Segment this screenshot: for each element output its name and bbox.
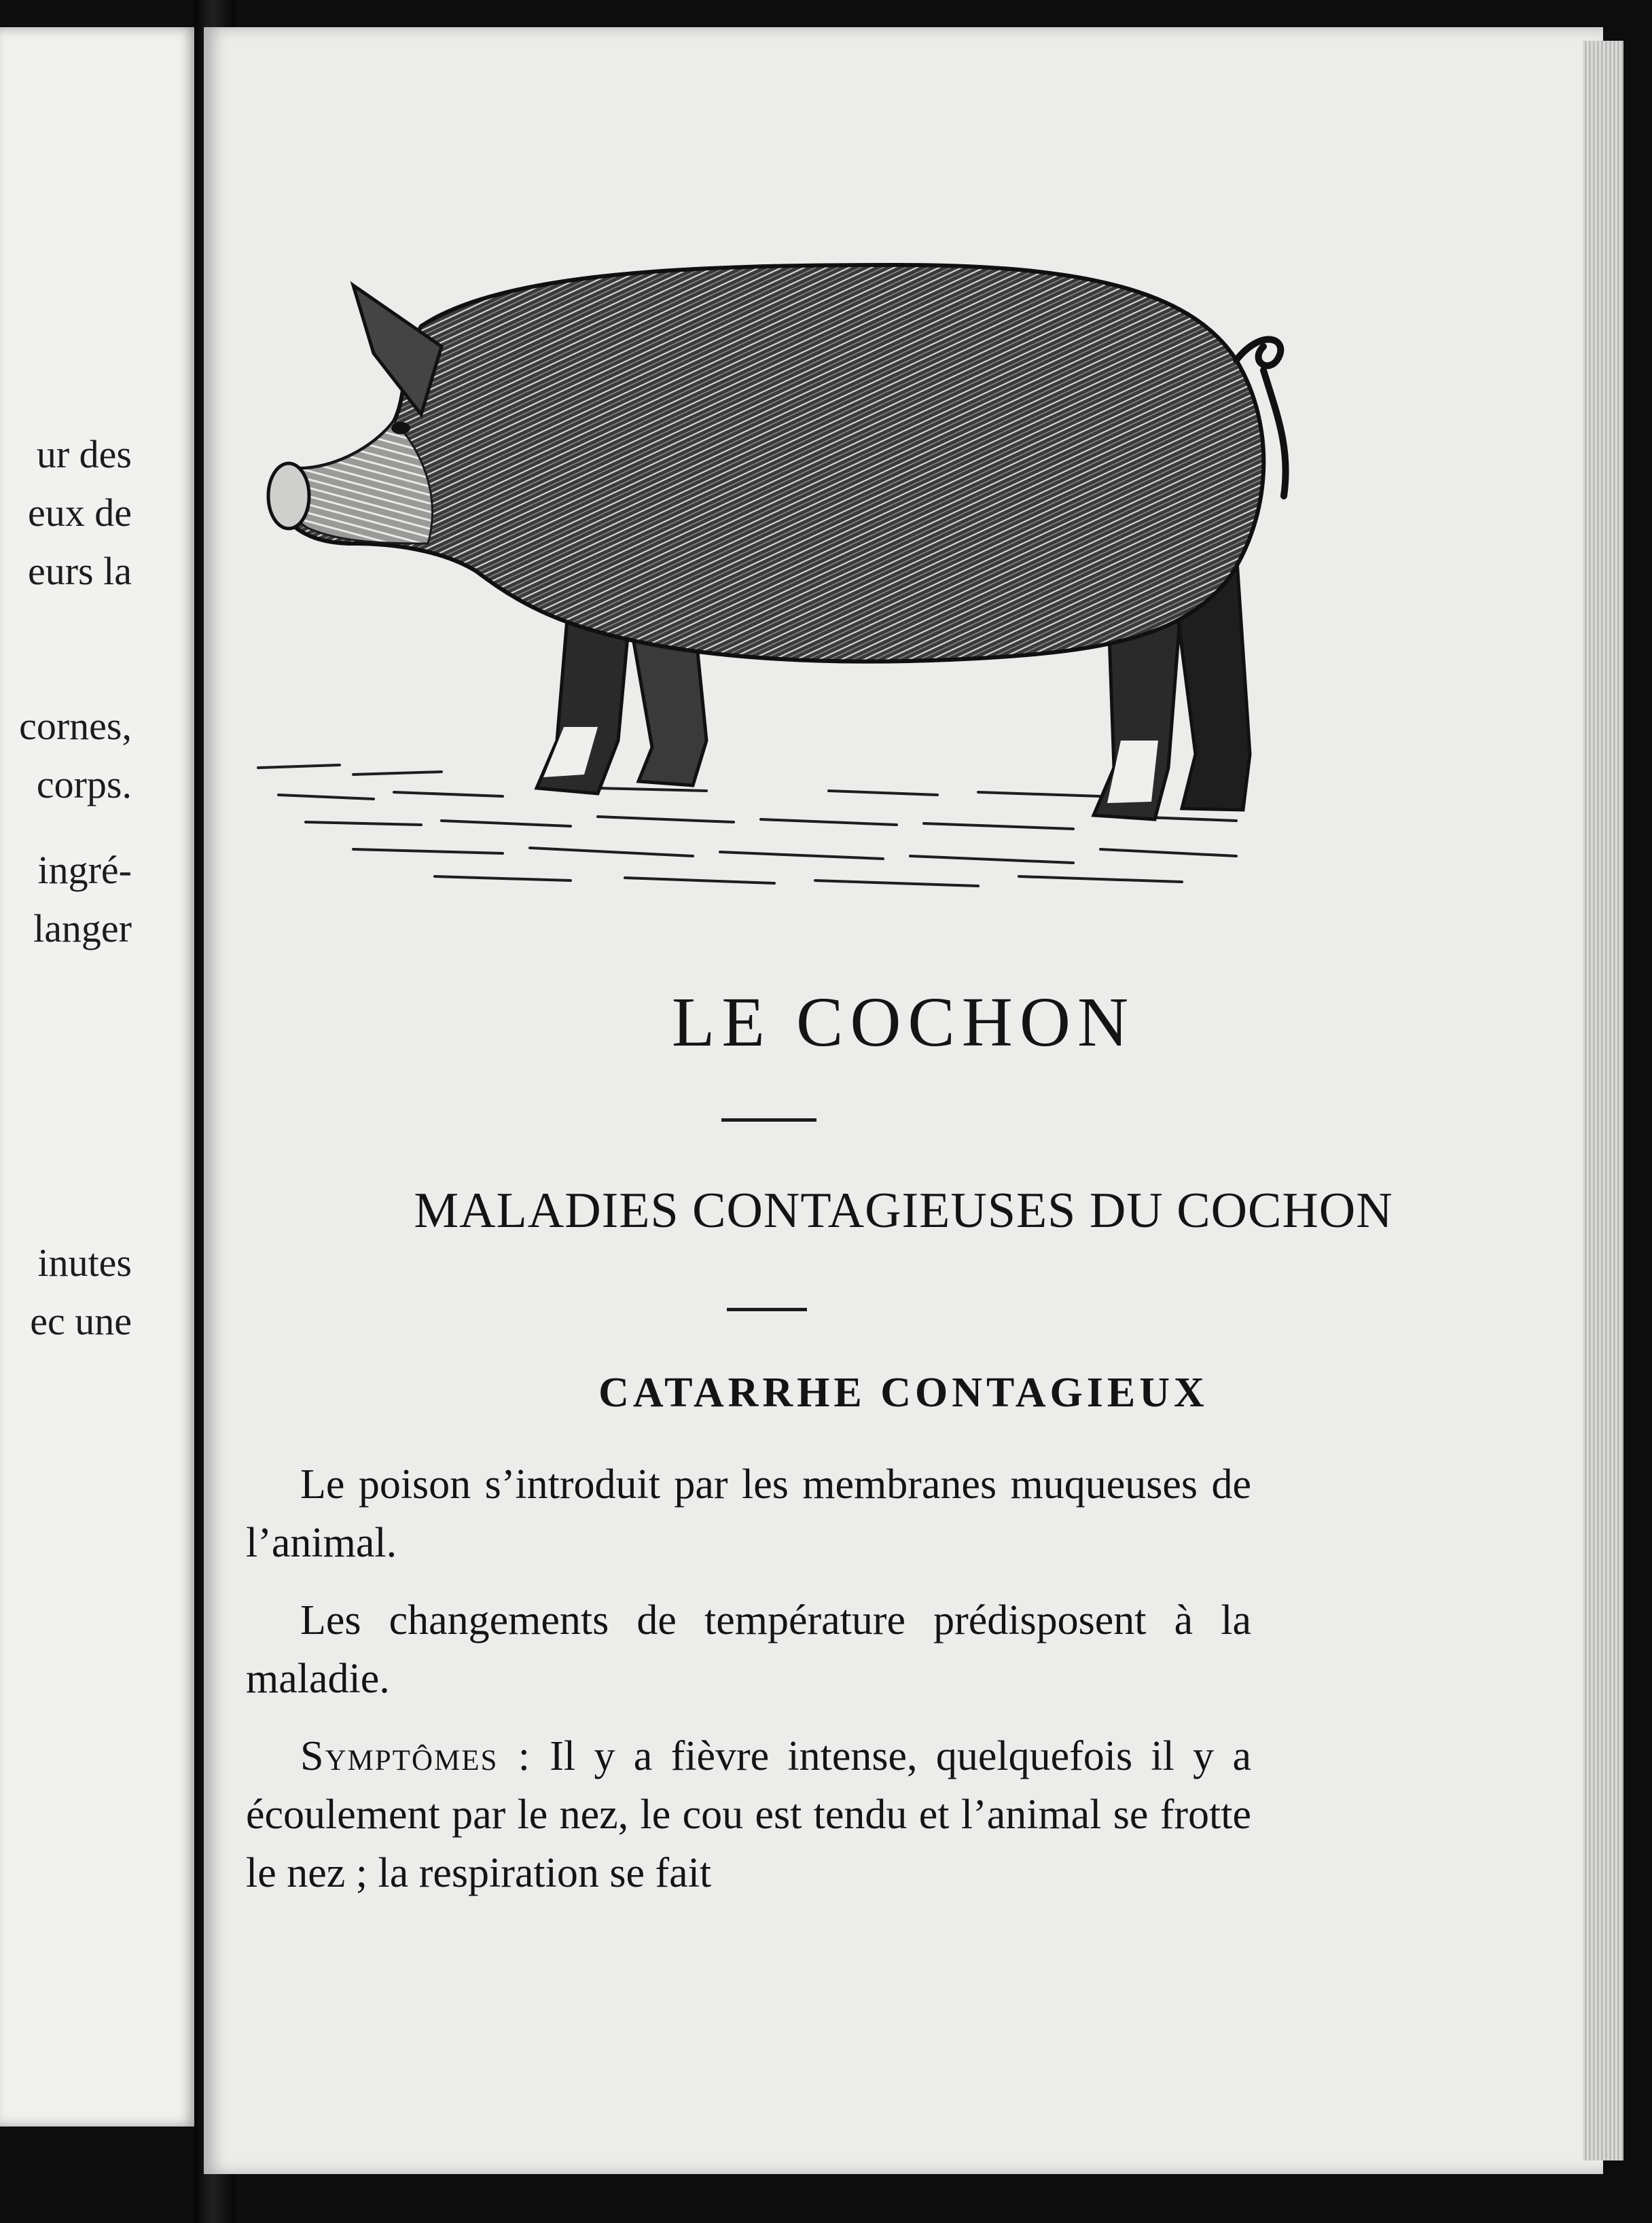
divider-rule (727, 1308, 807, 1311)
left-page-text-fragment: corps. (36, 762, 132, 806)
previous-page (0, 27, 197, 2127)
symptoms-label: Symptômes : (300, 1733, 531, 1779)
left-page-text-fragment: ec une (30, 1299, 132, 1343)
left-page-text-fragment: eux de (28, 491, 132, 535)
left-page-text-fragment: inutes (37, 1241, 132, 1285)
left-page-text-fragment: langer (33, 906, 132, 950)
paragraph-text: Il y a fièvre intense, quelquefois il y a écoulement par le nez, le cou est tendu et l’animal se frotte le nez ; la respiration se fait (246, 1733, 1251, 1896)
paragraph (246, 1727, 1251, 1902)
left-page-text-fragment: cornes, (19, 704, 132, 748)
paragraph-text: Les changements de température prédisposent à la maladie. (246, 1597, 1251, 1702)
left-page-text-fragment: ingré- (37, 848, 132, 892)
divider-rule (721, 1118, 816, 1122)
section-heading: MALADIES CONTAGIEUSES DU COCHON (414, 1183, 1393, 1239)
pig-engraving (217, 224, 1331, 904)
subsection-heading: CATARRHE CONTAGIEUX (598, 1370, 1208, 1416)
paragraph (246, 1455, 1251, 1572)
left-page-text-fragment: eurs la (28, 549, 132, 593)
paragraph-text: Le poison s’introduit par les membranes muqueuses de l’animal. (246, 1461, 1251, 1566)
page-title: LE COCHON (671, 983, 1136, 1061)
left-page-text-fragment: ur des (36, 432, 132, 476)
paragraph (246, 1591, 1251, 1708)
page-edges (1583, 41, 1623, 2160)
